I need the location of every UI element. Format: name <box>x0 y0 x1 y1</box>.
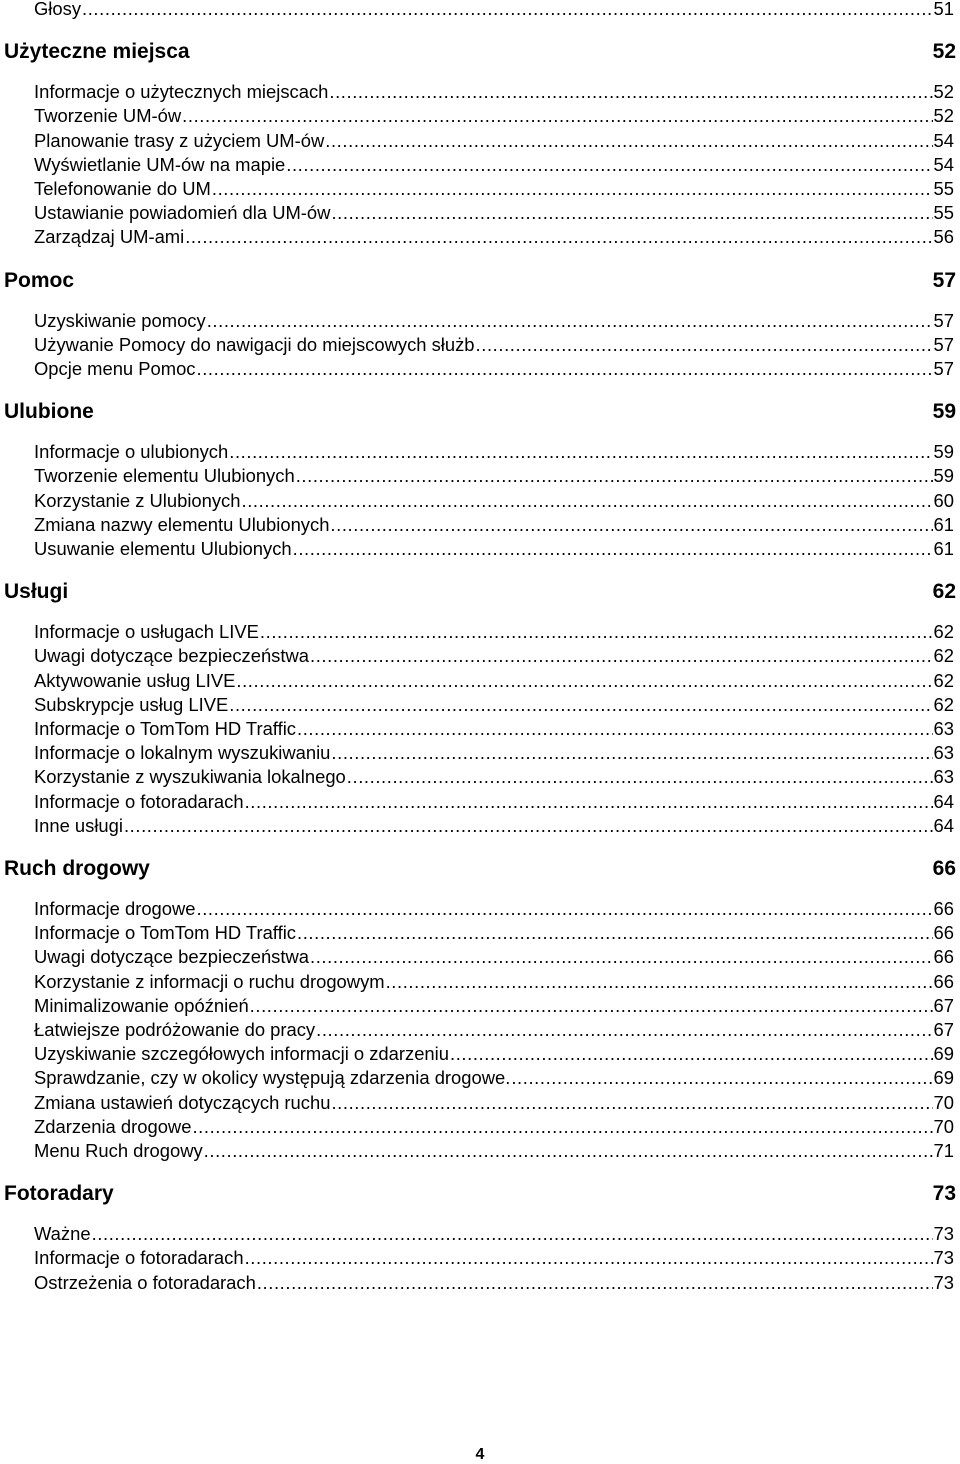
dot-leader <box>330 513 932 537</box>
dot-leader <box>250 994 933 1018</box>
toc-entry[interactable] <box>34 669 954 693</box>
entry-title: Informacje o lokalnym wyszukiwaniu <box>34 742 331 764</box>
toc-section-heading[interactable] <box>4 578 956 606</box>
entry-page-number: 66 <box>933 922 954 944</box>
entry-page-number: 54 <box>933 153 954 175</box>
entry-title: Korzystanie z Ulubionych <box>34 489 241 511</box>
entry-page-number: 63 <box>933 742 954 764</box>
dot-leader <box>331 741 932 765</box>
toc-entry[interactable] <box>34 129 954 153</box>
entry-title: Uzyskiwanie pomocy <box>34 309 206 331</box>
toc-entry[interactable] <box>34 104 954 128</box>
toc-entry[interactable] <box>34 1042 954 1066</box>
toc-entry[interactable] <box>34 897 954 921</box>
entry-page-number: 73 <box>933 1271 954 1293</box>
entry-title: Minimalizowanie opóźnień <box>34 994 249 1016</box>
entry-title: Tworzenie elementu Ulubionych <box>34 465 295 487</box>
section-title: Usługi <box>4 580 69 604</box>
entry-page-number: 66 <box>933 898 954 919</box>
section-page-number: 57 <box>932 268 956 292</box>
toc-entry[interactable] <box>34 309 954 333</box>
entry-title: Informacje o usługach LIVE <box>34 621 259 643</box>
entry-page-number: 66 <box>933 970 954 992</box>
entry-title: Planowanie trasy z użyciem UM-ów <box>34 129 325 151</box>
entry-title: Informacje o ulubionych <box>34 441 229 463</box>
entry-title: Używanie Pomocy do nawigacji do miejscowych służb <box>34 333 475 355</box>
entry-page-number: 64 <box>933 814 954 836</box>
entry-page-number: 69 <box>933 1043 954 1065</box>
toc-section-heading[interactable] <box>4 267 956 295</box>
entry-title: Wyświetlanie UM-ów na mapie <box>34 153 286 175</box>
entry-title: Łatwiejsze podróżowanie do pracy <box>34 1019 316 1040</box>
toc-entry[interactable] <box>34 921 954 945</box>
toc-entry[interactable] <box>34 620 954 644</box>
dot-leader <box>325 129 932 153</box>
entry-page-number: 64 <box>933 790 954 812</box>
entry-title: Uzyskiwanie szczegółowych informacji o zdarzeniu <box>34 1043 449 1065</box>
dot-leader <box>331 1091 932 1115</box>
section-title: Użyteczne miejsca <box>4 40 190 64</box>
entry-page-number: 73 <box>933 1223 954 1245</box>
entry-page-number: 62 <box>933 645 954 667</box>
toc-entry[interactable] <box>34 153 954 177</box>
toc-entry[interactable] <box>34 994 954 1018</box>
dot-leader <box>260 620 933 644</box>
dot-leader <box>286 153 932 177</box>
toc-entry[interactable] <box>34 357 954 381</box>
toc-entry[interactable] <box>34 765 954 789</box>
section-page-number: 52 <box>932 40 956 64</box>
page-number: 4 <box>475 1446 485 1463</box>
dot-leader <box>386 970 933 994</box>
entry-title: Informacje o TomTom HD Traffic <box>34 922 296 944</box>
entry-title: Głosy <box>34 0 82 19</box>
section-title: Ulubione <box>4 400 94 424</box>
entry-title: Zmiana ustawień dotyczących ruchu <box>34 1091 331 1113</box>
toc-entry[interactable] <box>34 790 954 814</box>
section-page-number: 59 <box>932 400 956 424</box>
dot-leader <box>297 717 933 741</box>
entry-title: Inne usługi <box>34 814 123 836</box>
entry-title: Sprawdzanie, czy w okolicy występują zdarzenia drogowe. <box>34 1067 511 1089</box>
dot-leader <box>197 357 933 381</box>
entry-page-number: 67 <box>933 1019 954 1040</box>
entry-title: Zarządzaj UM-ami <box>34 226 185 248</box>
entry-page-number: 63 <box>933 718 954 739</box>
toc-entry[interactable] <box>34 177 954 201</box>
entry-title: Tworzenie UM-ów <box>34 105 182 127</box>
entry-title: Uwagi dotyczące bezpieczeństwa <box>34 946 309 968</box>
toc-entry[interactable] <box>34 644 954 668</box>
toc-entry[interactable] <box>34 814 954 838</box>
toc-entry[interactable] <box>34 1018 954 1042</box>
entry-page-number: 70 <box>933 1115 954 1137</box>
toc-entry[interactable] <box>34 1222 954 1246</box>
toc-entry[interactable] <box>34 1091 954 1115</box>
entry-title: Ważne <box>34 1223 91 1245</box>
dot-leader <box>204 1139 933 1163</box>
entry-page-number: 59 <box>933 465 954 487</box>
dot-leader <box>450 1042 933 1066</box>
dot-leader <box>124 814 933 838</box>
toc-entry[interactable] <box>34 970 954 994</box>
toc-entry[interactable] <box>34 1066 954 1090</box>
entry-title: Korzystanie z wyszukiwania lokalnego <box>34 766 346 788</box>
toc-entry[interactable] <box>34 333 954 357</box>
toc-entry[interactable] <box>34 0 954 21</box>
entry-page-number: 62 <box>933 693 954 715</box>
section-page-number: 62 <box>932 580 956 604</box>
entry-title: Informacje o użytecznych miejscach <box>34 81 329 103</box>
dot-leader <box>229 440 932 464</box>
toc-entry[interactable] <box>34 201 954 225</box>
dot-leader <box>257 1271 933 1295</box>
entry-title: Telefonowanie do UM <box>34 178 211 199</box>
entry-title: Zdarzenia drogowe <box>34 1115 192 1137</box>
entry-page-number: 55 <box>933 178 954 199</box>
toc-entry[interactable] <box>34 513 954 537</box>
toc-section-heading[interactable] <box>4 1180 956 1208</box>
toc-entry[interactable] <box>34 225 954 249</box>
toc-entry[interactable] <box>34 1246 954 1270</box>
section-page-number: 66 <box>932 857 956 880</box>
dot-leader <box>92 1222 933 1246</box>
toc-entry[interactable] <box>34 464 954 488</box>
section-page-number: 73 <box>932 1182 956 1206</box>
entry-title: Informacje o fotoradarach <box>34 1247 244 1269</box>
toc-entry[interactable] <box>34 693 954 717</box>
dot-leader <box>229 693 932 717</box>
dot-leader <box>310 644 933 668</box>
entry-page-number: 62 <box>933 621 954 643</box>
dot-leader <box>212 177 933 201</box>
entry-page-number: 52 <box>933 105 954 127</box>
entry-page-number: 69 <box>933 1067 954 1089</box>
entry-page-number: 52 <box>933 81 954 103</box>
dot-leader <box>310 945 933 969</box>
toc-entry[interactable] <box>34 489 954 513</box>
entry-title: Subskrypcje usług LIVE <box>34 693 229 715</box>
dot-leader <box>296 464 933 488</box>
entry-title: Uwagi dotyczące bezpieczeństwa <box>34 645 309 667</box>
section-title: Fotoradary <box>4 1182 114 1206</box>
toc-entry[interactable] <box>34 1271 954 1295</box>
toc-entry[interactable] <box>34 741 954 765</box>
dot-leader <box>476 333 933 357</box>
entry-title: Ustawianie powiadomień dla UM-ów <box>34 202 331 224</box>
entry-page-number: 56 <box>933 226 954 248</box>
dot-leader <box>185 225 932 249</box>
dot-leader <box>297 921 933 945</box>
toc-section-heading[interactable] <box>4 38 956 66</box>
entry-page-number: 66 <box>933 946 954 968</box>
entry-title: Informacje o TomTom HD Traffic <box>34 718 296 739</box>
toc-entry[interactable] <box>34 945 954 969</box>
entry-title: Informacje o fotoradarach <box>34 790 244 812</box>
entry-page-number: 62 <box>933 669 954 691</box>
section-title: Pomoc <box>4 268 75 292</box>
entry-page-number: 55 <box>933 202 954 224</box>
entry-page-number: 54 <box>933 129 954 151</box>
dot-leader <box>245 790 933 814</box>
dot-leader <box>236 669 932 693</box>
dot-leader <box>207 309 933 333</box>
section-title: Ruch drogowy <box>4 857 150 880</box>
dot-leader <box>192 1115 932 1139</box>
dot-leader <box>329 80 932 104</box>
dot-leader <box>82 0 933 21</box>
toc-entry[interactable] <box>34 537 954 561</box>
entry-title: Menu Ruch drogowy <box>34 1140 203 1161</box>
toc-entry[interactable] <box>34 440 954 464</box>
toc-entry[interactable] <box>34 1115 954 1139</box>
entry-page-number: 61 <box>933 513 954 535</box>
toc-entry[interactable] <box>34 717 954 741</box>
toc-section-heading[interactable] <box>4 855 956 883</box>
entry-page-number: 61 <box>933 538 954 559</box>
toc-entry[interactable] <box>34 1139 954 1163</box>
entry-page-number: 60 <box>933 489 954 511</box>
toc-section-heading[interactable] <box>4 398 956 426</box>
dot-leader <box>347 765 933 789</box>
dot-leader <box>241 489 932 513</box>
dot-leader <box>331 201 932 225</box>
entry-title: Usuwanie elementu Ulubionych <box>34 538 292 559</box>
dot-leader <box>316 1018 932 1042</box>
entry-page-number: 63 <box>933 766 954 788</box>
toc-entry[interactable] <box>34 80 954 104</box>
entry-title: Zmiana nazwy elementu Ulubionych <box>34 513 330 535</box>
entry-title: Korzystanie z informacji o ruchu drogowym <box>34 970 385 992</box>
entry-page-number: 59 <box>933 441 954 463</box>
entry-page-number: 70 <box>933 1091 954 1113</box>
entry-page-number: 57 <box>933 309 954 331</box>
entry-page-number: 67 <box>933 994 954 1016</box>
dot-leader <box>182 104 932 128</box>
entry-title: Opcje menu Pomoc <box>34 358 196 379</box>
entry-page-number: 73 <box>933 1247 954 1269</box>
dot-leader <box>197 897 933 921</box>
entry-title: Ostrzeżenia o fotoradarach <box>34 1271 256 1293</box>
entry-page-number: 57 <box>933 358 954 379</box>
dot-leader <box>293 537 933 561</box>
entry-page-number: 71 <box>933 1140 954 1161</box>
dot-leader <box>245 1246 933 1270</box>
entry-page-number: 57 <box>933 333 954 355</box>
entry-title: Aktywowanie usług LIVE <box>34 669 236 691</box>
entry-title: Informacje drogowe <box>34 898 196 919</box>
entry-page-number: 51 <box>933 0 954 19</box>
dot-leader <box>511 1066 932 1090</box>
